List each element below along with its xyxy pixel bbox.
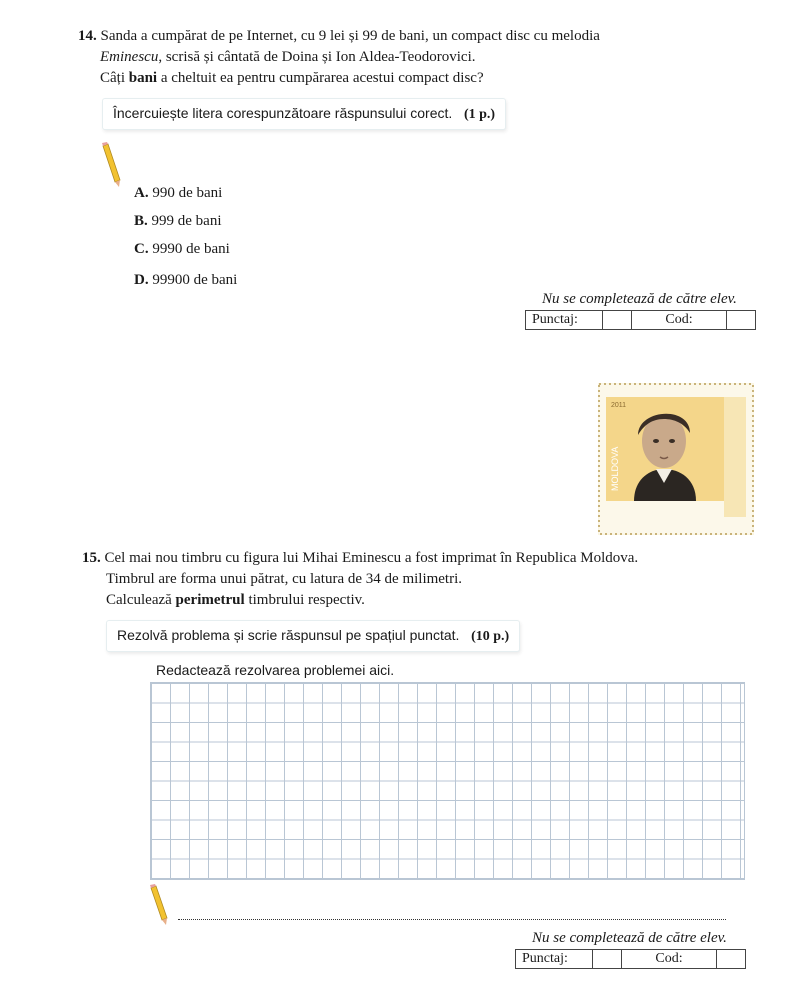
q14-punctaj-cell bbox=[603, 311, 632, 330]
q15-line1 bbox=[82, 548, 638, 569]
eminescu-stamp bbox=[598, 383, 754, 535]
q15-cod-label: Cod: bbox=[622, 950, 717, 969]
q15-text-line1: Cel mai nou timbru cu figura lui Mihai Eminescu a fost imprimat în Republica Moldova. bbox=[104, 550, 639, 566]
q14-instruction-box bbox=[102, 98, 506, 130]
stamp-country: MOLDOVA bbox=[610, 446, 620, 491]
answer-dotted-line[interactable] bbox=[178, 913, 726, 920]
solution-grid[interactable] bbox=[150, 682, 745, 880]
option-c[interactable] bbox=[134, 241, 230, 258]
option-a[interactable] bbox=[134, 185, 222, 202]
q15-instruction-box bbox=[106, 620, 520, 652]
q15-text-line2: Timbrul are forma unui pătrat, cu latura de 34 de milimetri. bbox=[106, 571, 463, 587]
option-d-letter: D. bbox=[134, 272, 149, 288]
q14-text-line1: Sanda a cumpărat de pe Internet, cu 9 lei și 99 de bani, un compact disc cu melodia bbox=[100, 28, 600, 44]
q14-text-line2: , scrisă și cântată de Doina și Ion Aldea-Teodorovici. bbox=[158, 49, 476, 65]
q15-text-bold: perimetrul bbox=[175, 592, 245, 608]
workspace-label: Redactează rezolvarea problemei aici. bbox=[156, 662, 395, 678]
q15-score-table bbox=[515, 949, 746, 969]
q14-punctaj-label: Punctaj: bbox=[526, 311, 603, 330]
q14-line1 bbox=[78, 26, 600, 47]
pencil-icon bbox=[148, 884, 170, 926]
option-c-letter: C. bbox=[134, 241, 149, 257]
option-d-text: 99900 de bani bbox=[152, 272, 238, 288]
q15-punctaj-label: Punctaj: bbox=[516, 950, 593, 969]
q14-score-table bbox=[525, 310, 756, 330]
q14-text-bold: bani bbox=[128, 70, 158, 86]
q14-cod-label: Cod: bbox=[632, 311, 727, 330]
option-d[interactable] bbox=[134, 272, 237, 289]
q14-line2 bbox=[100, 47, 476, 68]
q15-line2 bbox=[106, 569, 462, 590]
q14-song-title: Eminescu bbox=[100, 49, 159, 65]
q15-teacher-note: Nu se completează de către elev. bbox=[532, 930, 727, 946]
q15-line3 bbox=[106, 590, 365, 611]
option-a-text: 990 de bani bbox=[152, 185, 223, 201]
q14-text-line3a: Câți bbox=[100, 70, 129, 86]
q14-number: 14. bbox=[78, 28, 97, 44]
q14-text-line3b: a cheltuit ea pentru cumpărarea acestui compact disc? bbox=[157, 70, 484, 86]
q14-points: (1 p.) bbox=[463, 107, 496, 122]
q15-instruction: Rezolvă problema și scrie răspunsul pe spațiul punctat. bbox=[117, 627, 460, 643]
eminescu-stamp-image bbox=[598, 383, 754, 535]
q15-punctaj-cell bbox=[593, 950, 622, 969]
pencil-icon bbox=[100, 142, 122, 188]
q15-cod-cell bbox=[717, 950, 746, 969]
q15-text-line3b: timbrului respectiv. bbox=[244, 592, 365, 608]
q14-cod-cell bbox=[727, 311, 756, 330]
q15-text-line3a: Calculează bbox=[106, 592, 176, 608]
option-b[interactable] bbox=[134, 213, 222, 230]
q14-teacher-note: Nu se completează de către elev. bbox=[542, 291, 737, 307]
option-b-letter: B. bbox=[134, 213, 148, 229]
option-b-text: 999 de bani bbox=[151, 213, 222, 229]
stamp-year: 2011 bbox=[611, 402, 627, 409]
q15-number: 15. bbox=[82, 550, 101, 566]
option-c-text: 9990 de bani bbox=[152, 241, 230, 257]
option-a-letter: A. bbox=[134, 185, 149, 201]
q14-instruction: Încercuiește litera corespunzătoare răspunsului corect. bbox=[113, 105, 453, 121]
q15-points: (10 p.) bbox=[471, 629, 510, 644]
q14-line3 bbox=[100, 68, 484, 89]
